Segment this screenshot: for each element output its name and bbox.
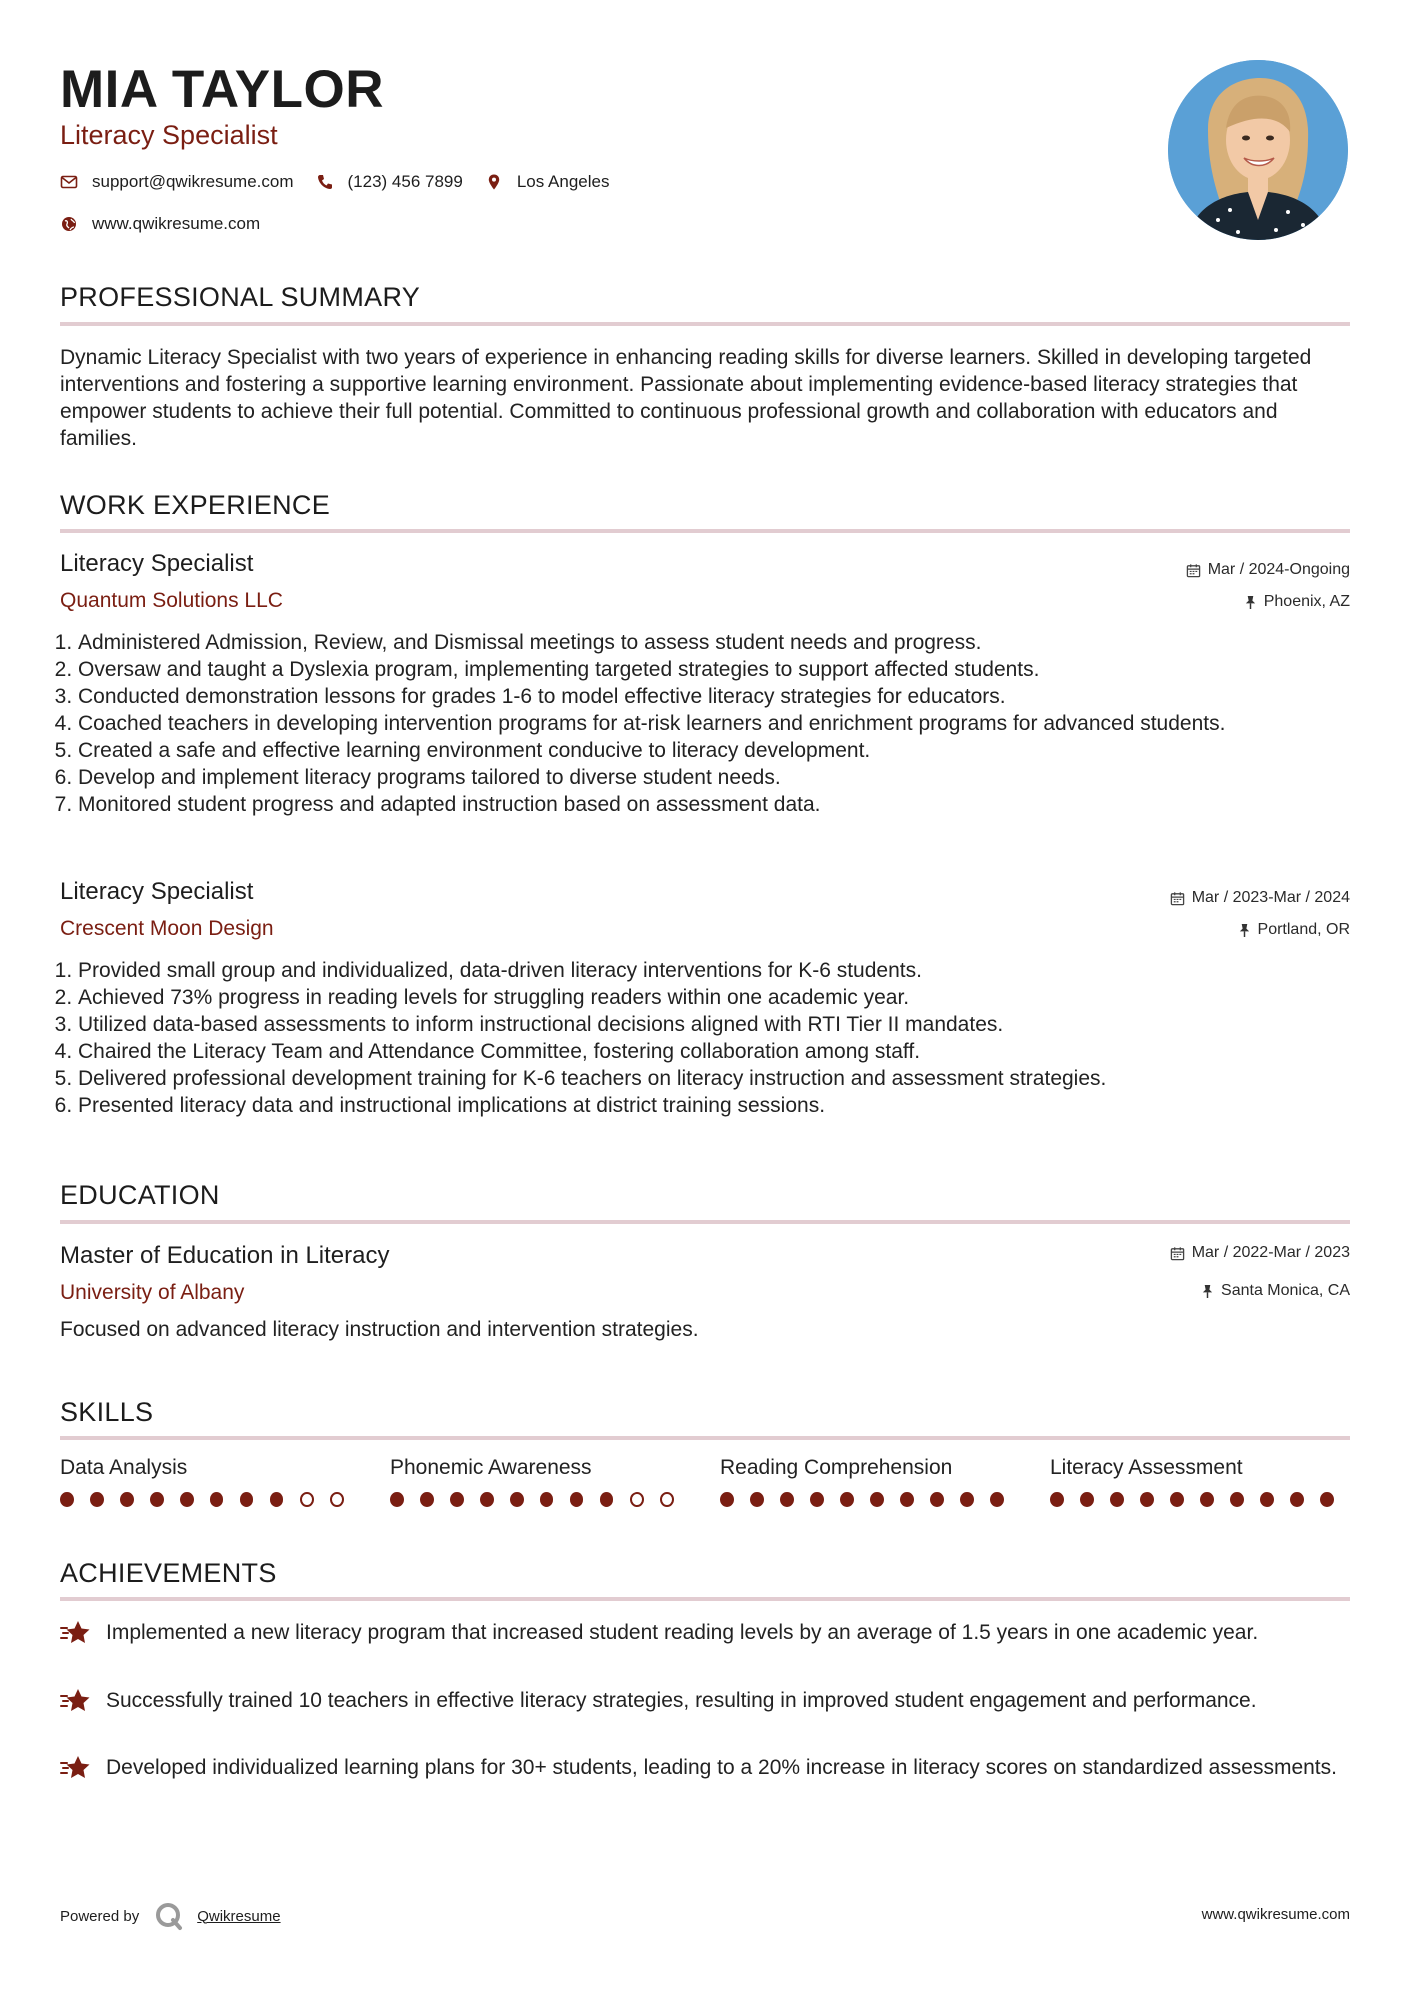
portrait-illustration — [1168, 60, 1348, 240]
education-location — [1201, 1281, 1350, 1301]
rating-dot-filled — [1080, 1492, 1094, 1507]
envelope-icon — [60, 173, 78, 191]
experience-heading: WORK EXPERIENCE — [60, 490, 331, 520]
responsibility-item: 3. Conducted demonstration lessons for grades 1-6 to model effective literacy strategies for educators. — [78, 683, 1368, 710]
star-icon — [60, 1687, 92, 1715]
pushpin-icon — [1201, 1284, 1214, 1299]
star-icon — [60, 1619, 92, 1647]
achievements-heading: ACHIEVEMENTS — [60, 1558, 277, 1588]
rating-dot-filled — [720, 1492, 734, 1507]
achievement-item — [60, 1619, 1350, 1647]
rating-dot-filled — [780, 1492, 794, 1507]
education-heading: EDUCATION — [60, 1180, 220, 1210]
calendar-icon — [1170, 891, 1185, 906]
footer-powered-by — [60, 1900, 281, 1932]
skill-name: Phonemic Awareness — [390, 1456, 592, 1479]
rating-dot-empty — [660, 1492, 674, 1507]
achievement-text: Developed individualized learning plans for 30+ students, leading to a 20% increase in literacy scores on standardized assessments. — [106, 1756, 1337, 1779]
job-title: Literacy Specialist — [60, 550, 254, 577]
rating-dot-filled — [870, 1492, 884, 1507]
pushpin-icon — [1238, 923, 1251, 938]
rating-dot-filled — [480, 1492, 494, 1507]
skill-name: Literacy Assessment — [1050, 1456, 1243, 1479]
rating-dot-filled — [1320, 1492, 1334, 1507]
rating-dot-filled — [990, 1492, 1004, 1507]
rating-dot-filled — [420, 1492, 434, 1507]
rating-dot-filled — [810, 1492, 824, 1507]
skill-name: Data Analysis — [60, 1456, 188, 1479]
rating-dot-filled — [1110, 1492, 1124, 1507]
responsibility-item: 1. Provided small group and individualized, data-driven literacy interventions for K-6 students. — [78, 957, 1368, 984]
skills-heading: SKILLS — [60, 1397, 154, 1427]
skill-rating — [1050, 1492, 1350, 1507]
responsibility-item: 5. Delivered professional development training for K-6 teachers on literacy instruction and assessment strategies. — [78, 1065, 1368, 1092]
skill-item — [720, 1454, 1020, 1507]
section-divider — [60, 1220, 1350, 1224]
rating-dot-empty — [330, 1492, 344, 1507]
location-text: Los Angeles — [516, 172, 610, 191]
profile-photo — [1168, 60, 1348, 240]
calendar-icon — [1186, 563, 1201, 578]
rating-dot-filled — [90, 1492, 104, 1507]
globe-icon — [60, 215, 78, 233]
email-link[interactable]: support@qwikresume.com — [92, 172, 294, 191]
responsibility-item: 5. Created a safe and effective learning environment conducive to literacy development. — [78, 737, 1368, 764]
achievement-text: Implemented a new literacy program that increased student reading levels by an average of 1.5 years in one academic year. — [106, 1621, 1259, 1644]
pushpin-icon — [1244, 595, 1257, 610]
rating-dot-filled — [120, 1492, 134, 1507]
responsibility-item: 6. Presented literacy data and instructional implications at district training sessions. — [78, 1092, 1368, 1119]
qwikresume-logo-icon — [153, 1900, 185, 1932]
company-name: Crescent Moon Design — [60, 917, 274, 940]
rating-dot-filled — [60, 1492, 74, 1507]
rating-dot-filled — [960, 1492, 974, 1507]
section-divider — [60, 1597, 1350, 1601]
rating-dot-filled — [1230, 1492, 1244, 1507]
job-dates-text: Mar / 2023-Mar / 2024 — [1191, 889, 1350, 906]
candidate-name: MIA TAYLOR — [60, 60, 384, 119]
rating-dot-filled — [900, 1492, 914, 1507]
rating-dot-filled — [150, 1492, 164, 1507]
education-dates-text: Mar / 2022-Mar / 2023 — [1191, 1244, 1350, 1261]
school-name: University of Albany — [60, 1281, 245, 1304]
job-location — [1244, 592, 1350, 612]
skill-item — [390, 1454, 690, 1507]
skill-name: Reading Comprehension — [720, 1456, 953, 1479]
skill-rating — [390, 1492, 690, 1507]
rating-dot-filled — [270, 1492, 284, 1507]
section-divider — [60, 529, 1350, 533]
summary-heading: PROFESSIONAL SUMMARY — [60, 282, 421, 312]
rating-dot-empty — [300, 1492, 314, 1507]
responsibility-item: 2. Achieved 73% progress in reading levels for struggling readers within one academic year. — [78, 984, 1368, 1011]
rating-dot-filled — [1290, 1492, 1304, 1507]
section-divider — [60, 322, 1350, 326]
rating-dot-filled — [390, 1492, 404, 1507]
responsibility-item: 7. Monitored student progress and adapted instruction based on assessment data. — [78, 791, 1368, 818]
achievement-item — [60, 1687, 1350, 1715]
job-title: Literacy Specialist — [60, 878, 254, 905]
summary-text: Dynamic Literacy Specialist with two years of experience in enhancing reading skills for diverse learners. Skilled in developing targeted interventions and fostering a supportive learning environment. Passionate about implementing evidence-based literacy strategies that empower students to achieve their full potential. Committed to continuous professional growth and collaboration with educators and families. — [60, 346, 1312, 450]
contact-row-2 — [60, 214, 282, 234]
job-location — [1238, 920, 1350, 940]
calendar-icon — [1170, 1246, 1185, 1261]
footer-website-link[interactable]: www.qwikresume.com — [1201, 1906, 1350, 1923]
rating-dot-filled — [180, 1492, 194, 1507]
skill-item — [60, 1454, 360, 1507]
job-location-text: Phoenix, AZ — [1263, 593, 1350, 610]
rating-dot-filled — [240, 1492, 254, 1507]
rating-dot-filled — [750, 1492, 764, 1507]
skill-rating — [60, 1492, 360, 1507]
rating-dot-filled — [1200, 1492, 1214, 1507]
rating-dot-filled — [930, 1492, 944, 1507]
rating-dot-filled — [450, 1492, 464, 1507]
qwikresume-link[interactable]: Qwikresume — [197, 1907, 281, 1925]
phone-icon — [316, 173, 334, 191]
phone-text: (123) 456 7899 — [347, 172, 463, 191]
skill-rating — [720, 1492, 1020, 1507]
section-divider — [60, 1436, 1350, 1440]
rating-dot-filled — [540, 1492, 554, 1507]
candidate-title: Literacy Specialist — [60, 120, 278, 150]
responsibility-item: 2. Oversaw and taught a Dyslexia program, implementing targeted strategies to support affected students. — [78, 656, 1368, 683]
degree-name: Master of Education in Literacy — [60, 1242, 390, 1269]
skill-item — [1050, 1454, 1350, 1507]
job-dates-text: Mar / 2024-Ongoing — [1207, 561, 1350, 578]
job-responsibilities — [60, 629, 1368, 818]
education-dates — [1170, 1243, 1350, 1263]
rating-dot-filled — [1260, 1492, 1274, 1507]
rating-dot-filled — [1050, 1492, 1064, 1507]
company-name: Quantum Solutions LLC — [60, 589, 283, 612]
powered-by-label: Powered by — [60, 1907, 140, 1925]
responsibility-item: 6. Develop and implement literacy programs tailored to diverse student needs. — [78, 764, 1368, 791]
achievement-text: Successfully trained 10 teachers in effective literacy strategies, resulting in improved student engagement and performance. — [106, 1689, 1257, 1712]
contact-row-1 — [60, 172, 631, 192]
rating-dot-filled — [210, 1492, 224, 1507]
rating-dot-filled — [1140, 1492, 1154, 1507]
star-icon — [60, 1754, 92, 1782]
rating-dot-filled — [840, 1492, 854, 1507]
rating-dot-filled — [600, 1492, 614, 1507]
education-location-text: Santa Monica, CA — [1221, 1282, 1350, 1299]
responsibility-item: 4. Coached teachers in developing intervention programs for at-risk learners and enrichment programs for advanced students. — [78, 710, 1368, 737]
job-responsibilities — [60, 957, 1368, 1119]
education-description: Focused on advanced literacy instruction and intervention strategies. — [60, 1318, 699, 1341]
responsibility-item: 3. Utilized data-based assessments to inform instructional decisions aligned with RTI Tier II mandates. — [78, 1011, 1368, 1038]
job-dates — [1170, 888, 1350, 908]
rating-dot-filled — [1170, 1492, 1184, 1507]
resume-page — [60, 0, 1350, 1990]
map-pin-icon — [485, 173, 503, 191]
job-location-text: Portland, OR — [1257, 921, 1350, 938]
rating-dot-filled — [510, 1492, 524, 1507]
rating-dot-filled — [570, 1492, 584, 1507]
achievement-item — [60, 1754, 1350, 1782]
responsibility-item: 4. Chaired the Literacy Team and Attendance Committee, fostering collaboration among staff. — [78, 1038, 1368, 1065]
responsibility-item: 1. Administered Admission, Review, and Dismissal meetings to assess student needs and progress. — [78, 629, 1368, 656]
website-link[interactable]: www.qwikresume.com — [92, 214, 261, 233]
job-dates — [1186, 560, 1350, 580]
rating-dot-empty — [630, 1492, 644, 1507]
